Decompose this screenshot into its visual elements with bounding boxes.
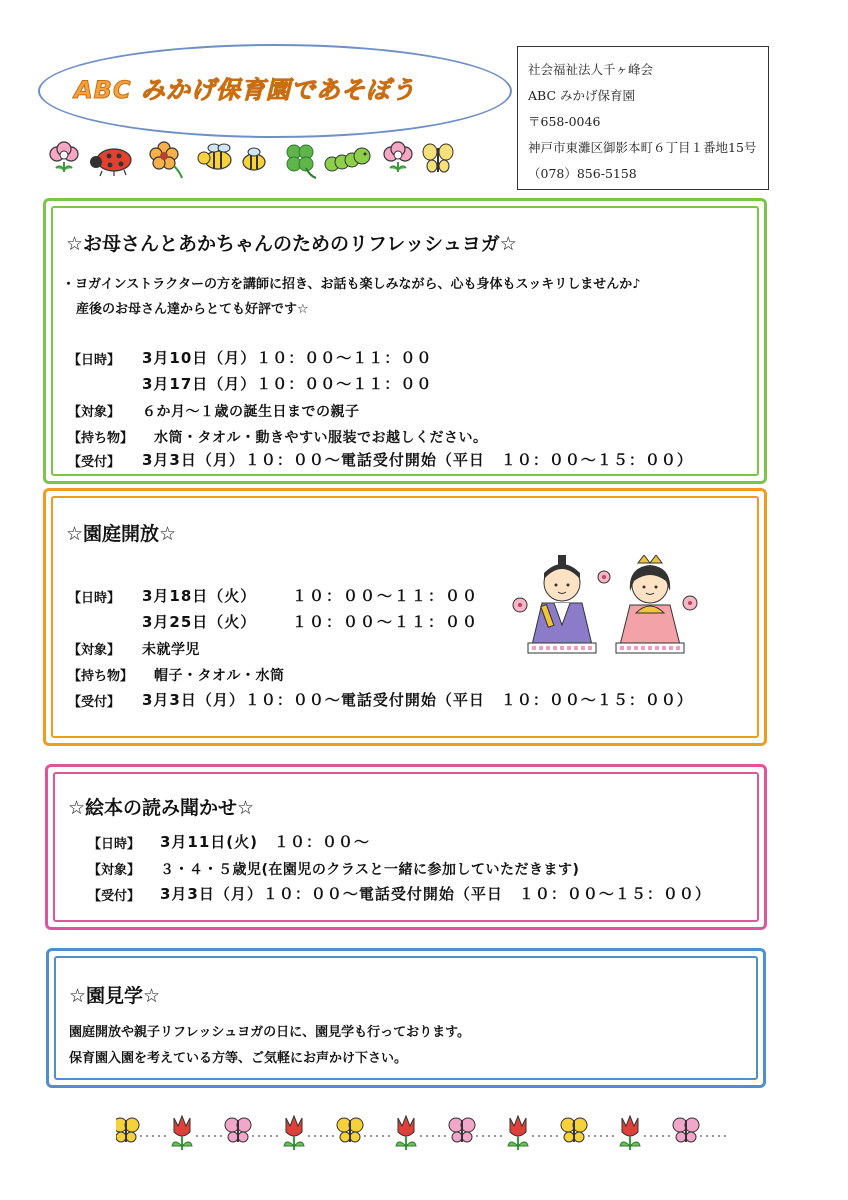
yoga-items: 水筒・タオル・動きやすい服装でお越しください。: [154, 430, 488, 446]
bee-icon: [243, 148, 265, 170]
flower-icon: [50, 142, 78, 172]
butterfly-icon: [116, 1118, 166, 1142]
reception-label: 【受付】: [88, 889, 141, 904]
page-title: ABC みかげ保育園であそぼう: [74, 75, 416, 104]
date-label: 【日時】: [68, 353, 121, 368]
flower-icon: [384, 142, 412, 172]
tulip-icon: [508, 1116, 558, 1150]
yoga-date-1: 3月10日（月）１０：００～１１：００: [142, 349, 433, 367]
butterfly-icon: [449, 1118, 502, 1142]
section-garden: [43, 488, 767, 746]
target-label: 【対象】: [68, 405, 121, 420]
school-name: ABC みかげ保育園: [528, 88, 635, 103]
tulip-icon: [620, 1116, 670, 1150]
items-label: 【持ち物】: [68, 431, 134, 446]
garden-reception: 3月3日（月）１０：００～電話受付開始（平日 １０：００～１５：００）: [142, 691, 693, 709]
caterpillar-icon: [325, 148, 370, 171]
garden-date-1-day: 3月18日（火）: [142, 587, 257, 605]
blossom-icon: [513, 598, 527, 612]
date-label: 【日時】: [88, 837, 141, 852]
street-address: 神戸市東灘区御影本町６丁目１番地15号: [528, 140, 757, 155]
target-label: 【対象】: [88, 863, 141, 878]
garden-date-2-day: 3月25日（火）: [142, 613, 257, 631]
empress-doll: [616, 555, 684, 653]
garden-target: 未就学児: [142, 642, 200, 658]
visit-line-2: 保育園入園を考えている方等、ご気軽にお声かけ下さい。: [69, 1051, 408, 1066]
tulip-icon: [284, 1116, 334, 1150]
postal-code: 〒658-0046: [528, 114, 601, 129]
reception-label: 【受付】: [68, 695, 121, 710]
garden-date-2-time: １０：００～１１：００: [292, 613, 480, 631]
yoga-description-2: 産後のお母さん達からとても好評です☆: [76, 302, 309, 317]
garden-items: 帽子・タオル・水筒: [154, 668, 285, 684]
book-date: 3月11日(火) １０：００～: [160, 833, 371, 851]
decoration-row: [46, 140, 456, 180]
yoga-date-2: 3月17日（月）１０：００～１１：００: [142, 375, 433, 393]
bee-icon: [198, 144, 231, 169]
butterfly-icon: [225, 1118, 278, 1142]
ladybug-icon: [90, 149, 131, 176]
section-title: ☆絵本の読み聞かせ☆: [68, 797, 255, 819]
section-visit: [46, 948, 766, 1088]
section-book-reading: [45, 764, 767, 930]
section-title: ☆園見学☆: [69, 985, 161, 1007]
tulip-icon: [172, 1116, 222, 1150]
blossom-icon: [683, 596, 697, 610]
footer-decoration: [116, 1108, 736, 1152]
clover-icon: [287, 145, 316, 178]
butterfly-icon: [337, 1118, 390, 1142]
section-title: ☆お母さんとあかちゃんのためのリフレッシュヨガ☆: [66, 233, 517, 255]
yoga-description: ・ヨガインストラクターの方を講師に招き、お話も楽しみながら、心も身体もスッキリしませんか♪: [62, 277, 641, 292]
items-label: 【持ち物】: [68, 669, 134, 684]
address-box: [517, 46, 769, 190]
target-label: 【対象】: [68, 643, 121, 658]
book-target: ３・４・５歳児(在園児のクラスと一緒に参加していただきます): [160, 862, 580, 878]
phone-number: （078）856-5158: [528, 166, 637, 181]
tulip-icon: [396, 1116, 446, 1150]
hina-dolls-illustration: [506, 555, 706, 659]
reception-label: 【受付】: [68, 455, 121, 470]
visit-line-1: 園庭開放や親子リフレッシュヨガの日に、園見学も行っております。: [69, 1025, 471, 1040]
butterfly-icon: [673, 1118, 726, 1142]
book-reception: 3月3日（月）１０：００～電話受付開始（平日 １０：００～１５：００）: [160, 885, 711, 903]
yoga-target: ６か月～１歳の誕生日までの親子: [142, 404, 360, 420]
section-title: ☆園庭開放☆: [66, 523, 177, 545]
org-name: 社会福祉法人千ヶ峰会: [528, 62, 654, 77]
yoga-reception: 3月3日（月）１０：００～電話受付開始（平日 １０：００～１５：００）: [142, 451, 693, 469]
blossom-icon: [598, 571, 610, 583]
section-yoga: [43, 198, 767, 484]
date-label: 【日時】: [68, 591, 121, 606]
emperor-doll: [528, 555, 596, 653]
butterfly-icon: [423, 144, 453, 172]
flower-icon: [150, 142, 182, 178]
butterfly-icon: [561, 1118, 614, 1142]
garden-date-1-time: １０：００～１１：００: [292, 587, 480, 605]
title-oval: [38, 44, 512, 138]
